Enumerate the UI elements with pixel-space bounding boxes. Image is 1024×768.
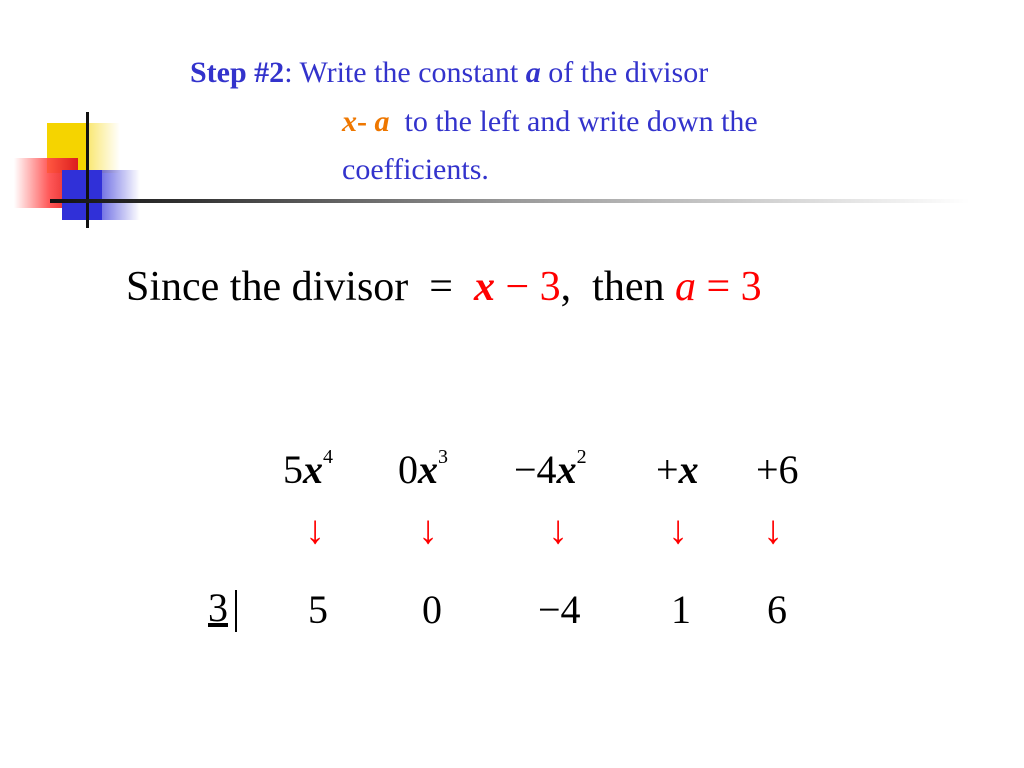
statement-divisor-rest: − 3	[494, 264, 561, 310]
vertical-line	[86, 112, 89, 228]
statement-prefix: Since the divisor =	[126, 264, 474, 310]
down-arrow-icon: ↓	[418, 507, 438, 552]
blue-square	[62, 170, 102, 220]
poly-term-4	[656, 447, 699, 492]
title-line-1	[190, 58, 708, 88]
poly-term-exp: 2	[576, 445, 587, 468]
poly-term-3	[514, 445, 587, 492]
poly-term-5	[756, 447, 799, 492]
title-text-2: to the left and write down the	[389, 105, 758, 138]
poly-term-var: x	[418, 447, 438, 492]
statement-a-var: a	[674, 264, 696, 310]
poly-term-coef: −4	[514, 447, 557, 492]
divisor-a: a	[374, 105, 390, 138]
title-line-2	[342, 107, 758, 137]
down-arrow-icon: ↓	[763, 507, 783, 552]
corner-decoration	[0, 0, 200, 240]
poly-term-var: x	[678, 447, 699, 492]
synthetic-divisor-value: 3	[208, 585, 228, 630]
title-text-3: coefficients.	[342, 153, 489, 186]
yellow-fade	[85, 123, 120, 173]
coefficient: 1	[671, 587, 691, 632]
synthetic-divisor	[208, 585, 228, 630]
coefficient: −4	[538, 587, 581, 632]
title-line-3	[342, 155, 489, 185]
poly-term-var: x	[303, 447, 323, 492]
blue-fade	[100, 170, 140, 220]
statement-divisor-x: x	[473, 264, 495, 310]
poly-term-exp: 3	[438, 445, 448, 468]
poly-term-2	[398, 445, 448, 492]
poly-term-coef: +6	[756, 447, 799, 492]
coefficient: 6	[767, 587, 787, 632]
statement-then: , then	[560, 264, 675, 310]
coefficient: 0	[422, 587, 442, 632]
poly-term-var: x	[556, 447, 577, 492]
poly-term-coef: 5	[283, 447, 303, 492]
divisor-x: x	[342, 105, 357, 138]
title-divider	[50, 199, 970, 203]
poly-term-exp: 4	[323, 445, 333, 468]
divisor-statement	[126, 266, 762, 308]
title-text-1a: : Write the constant	[284, 56, 526, 89]
division-bar	[235, 590, 237, 632]
divisor-sep: -	[357, 105, 375, 138]
down-arrow-icon: ↓	[668, 507, 688, 552]
poly-term-coef: 0	[398, 447, 418, 492]
coefficient: 5	[308, 587, 328, 632]
step-label: Step #2	[190, 56, 285, 89]
title-text-1b: of the divisor	[540, 56, 709, 89]
poly-term-coef: +	[656, 447, 679, 492]
const-a: a	[525, 56, 541, 89]
down-arrow-icon: ↓	[548, 507, 568, 552]
poly-term-1	[283, 445, 333, 492]
statement-a-rest: = 3	[695, 264, 762, 310]
down-arrow-icon: ↓	[305, 507, 325, 552]
